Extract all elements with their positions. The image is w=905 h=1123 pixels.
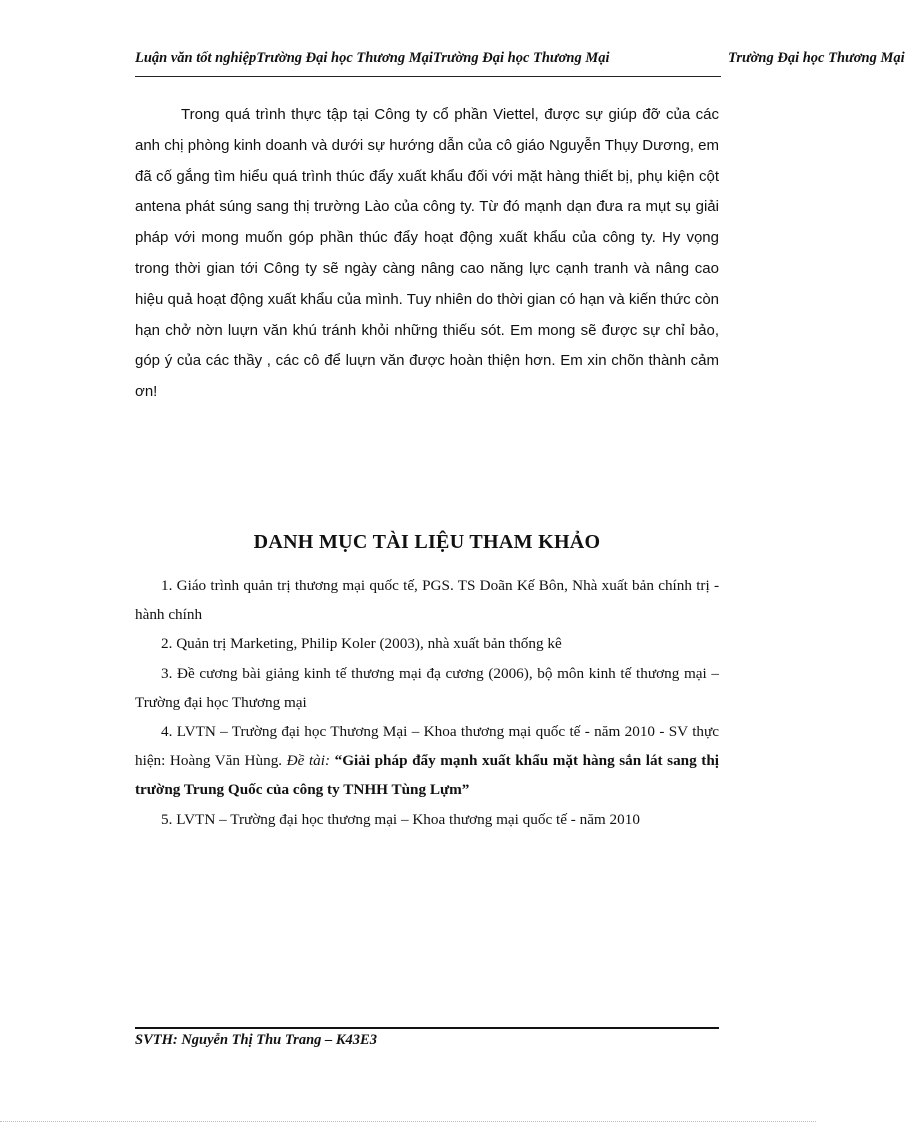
reference-item <box>135 571 719 629</box>
intro-paragraph: Trong quá trình thực tập tại Công ty cổ phần Viettel, được sự giúp đỡ của các anh chị phòng kinh doanh và dưới sự hướng dẫn của cô giáo Nguyễn Thụy Dương, em đã cố gắng tìm hiểu quá trình thúc đẩy xuất khẩu đối với mặt hàng thiết bị, phụ kiện cột antena phát súng sang thị trường Lào của công ty. Từ đó mạnh dạn đưa ra mụt sụ giải pháp với mong muốn góp phần thúc đẩy hoạt động xuất khẩu của công ty. Hy vọng trong thời gian tới Công ty sẽ ngày càng nâng cao năng lực cạnh tranh và nâng cao hiệu quả hoạt động xuất khẩu của mình. Tuy nhiên do thời gian có hạn và kiến thức còn hạn chở nờn luựn văn khú tránh khỏi những thiếu sót. Em mong sẽ được sự chỉ bảo, góp ý của các thầy , các cô để luựn văn được hoàn thiện hơn. Em xin chõn thành cảm ơn! <box>135 106 719 401</box>
reference-item <box>135 805 719 834</box>
footer-divider <box>135 1027 719 1029</box>
header-left-text: Luận văn tốt nghiệpTrường Đại học Thương MạiTrường Đại học Thương Mại <box>135 50 610 66</box>
reference-item <box>135 659 719 717</box>
running-header <box>135 50 905 72</box>
references-heading: DANH MỤC TÀI LIỆU THAM KHẢO <box>253 531 601 553</box>
reference-item <box>135 717 719 805</box>
reference-item <box>135 629 719 658</box>
reference-text: 5. LVTN – Trường đại học thương mại – Khoa thương mại quốc tế - năm 2010 <box>161 810 640 828</box>
header-right-text: Trường Đại học Thương Mại <box>728 50 905 66</box>
reference-topic: “Giải pháp đẩy mạnh xuất khẩu mặt hàng sắn lát sang thị trường Trung Quốc của công ty TNHH Tùng Lựm” <box>135 752 719 799</box>
reference-text: 2. Quản trị Marketing, Philip Koler (2003), nhà xuất bản thống kê <box>161 635 562 653</box>
header-divider <box>135 76 721 77</box>
reference-topic-label: Đề tài: <box>286 752 331 770</box>
page-edge-dots <box>0 1121 816 1122</box>
references-list <box>135 571 719 834</box>
running-footer: SVTH: Nguyễn Thị Thu Trang – K43E3 <box>135 1032 377 1048</box>
reference-text: 4. LVTN – Trường đại học Thương Mại – Khoa thương mại quốc tế - năm 2010 - SV thực hiện: Hoàng Văn Hùng. <box>135 723 719 770</box>
reference-text: 1. Giáo trình quản trị thương mại quốc tế, PGS. TS Doãn Kế Bôn, Nhà xuất bản chính trị - hành chính <box>135 577 719 624</box>
reference-text: 3. Đề cương bài giảng kinh tế thương mại đạ cương (2006), bộ môn kinh tế thương mại – Trường đại học Thương mại <box>135 664 719 711</box>
